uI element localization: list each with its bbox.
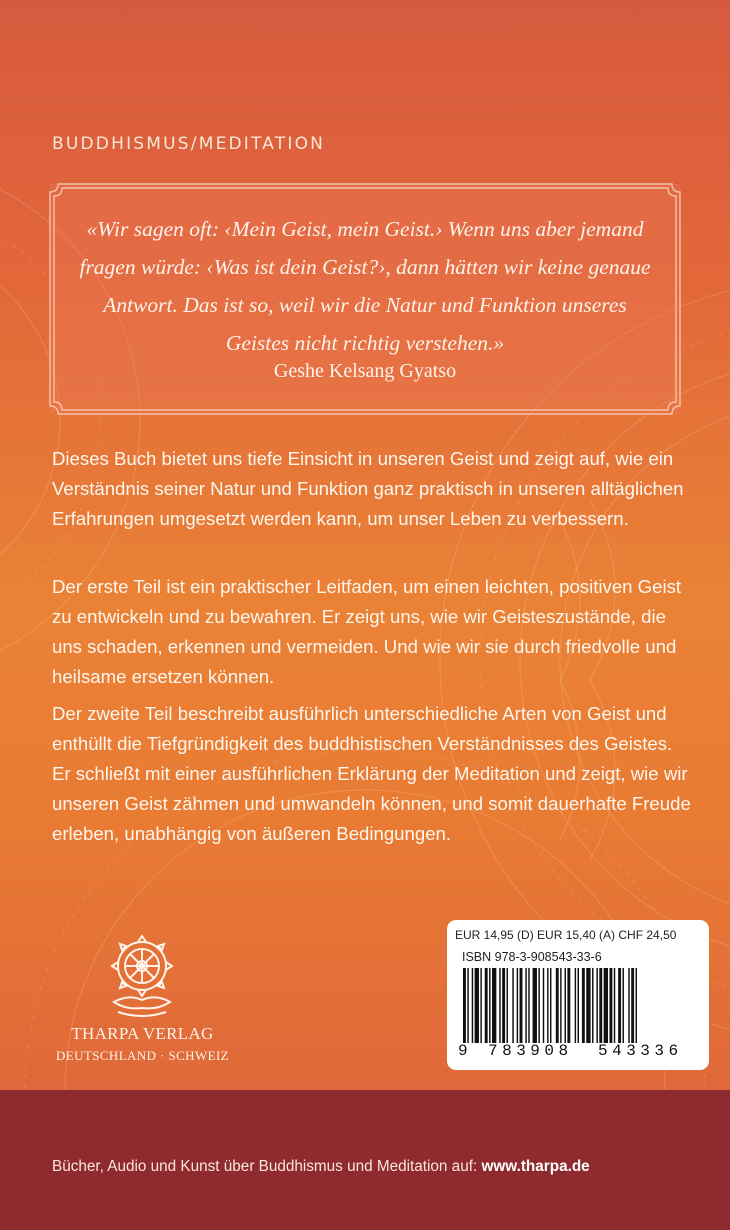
barcode-digits-left: 783908	[488, 1042, 573, 1060]
category-label: BUDDHISMUS/MEDITATION	[52, 134, 326, 154]
barcode	[463, 968, 697, 1043]
barcode-bar	[582, 968, 585, 1043]
barcode-bar	[538, 968, 539, 1043]
barcode-bar	[599, 968, 602, 1043]
barcode-bar	[547, 968, 548, 1043]
barcode-bar	[596, 968, 597, 1043]
barcode-bar	[575, 968, 576, 1043]
barcode-bar	[499, 968, 500, 1043]
price-line: EUR 14,95 (D) EUR 15,40 (A) CHF 24,50	[455, 928, 677, 942]
barcode-bar	[556, 968, 559, 1043]
footer-text	[52, 1158, 590, 1176]
barcode-bar	[520, 968, 523, 1043]
barcode-bar	[623, 968, 624, 1043]
publisher-locations: DEUTSCHLAND · SCHWEIZ	[55, 1048, 230, 1063]
barcode-bar	[586, 968, 590, 1043]
dharma-wheel-icon	[100, 930, 184, 1020]
barcode-bar	[609, 968, 612, 1043]
barcode-bar	[467, 968, 468, 1043]
barcode-bar	[533, 968, 537, 1043]
barcode-bar	[485, 968, 488, 1043]
barcode-bar	[528, 968, 529, 1043]
barcode-bar	[525, 968, 526, 1043]
barcode-bar	[618, 968, 621, 1043]
barcode-bar	[550, 968, 551, 1043]
quote-author: Geshe Kelsang Gyatso	[273, 360, 457, 382]
barcode-digits-right: 543336	[598, 1042, 683, 1060]
barcode-bar	[517, 968, 518, 1043]
barcode-bar	[628, 968, 629, 1043]
barcode-digit-first: 9	[458, 1042, 468, 1060]
barcode-bar	[463, 968, 466, 1043]
barcode-bar	[560, 968, 561, 1043]
barcode-bar	[614, 968, 615, 1043]
description-paragraph: Dieses Buch bietet uns tiefe Einsicht in unseren Geist und zeigt auf, wie ein Verständnis seiner Natur und Funktion ganz praktisch in unseren alltäglichen Erfahrungen umgesetzt werden kann, um unser Leben zu verbessern.	[52, 448, 684, 529]
barcode-digits	[458, 1042, 704, 1064]
barcode-bar	[636, 968, 637, 1043]
description-paragraph: Der erste Teil ist ein praktischer Leitfaden, um einen leichten, positiven Geist zu entwickeln und zu bewahren. Er zeigt uns, wie wir Geisteszustände, die uns schaden, erkennen und vermeiden. Und wie wir sie durch friedvolle und heilsame ersetzen können.	[52, 576, 682, 687]
barcode-bar	[631, 968, 634, 1043]
barcode-bar	[480, 968, 481, 1043]
barcode-bar	[489, 968, 490, 1043]
barcode-bar	[492, 968, 496, 1043]
barcode-bar	[604, 968, 608, 1043]
barcode-bar	[472, 968, 473, 1043]
barcode-bar	[475, 968, 479, 1043]
barcode-bar	[578, 968, 579, 1043]
barcode-bar	[512, 968, 513, 1043]
publisher-name: THARPA VERLAG	[71, 1024, 214, 1043]
barcode-bar	[592, 968, 593, 1043]
barcode-bar	[565, 968, 566, 1043]
barcode-bar	[567, 968, 570, 1043]
barcode-bar	[507, 968, 508, 1043]
barcode-bar	[543, 968, 544, 1043]
isbn-line: ISBN 978-3-908543-33-6	[462, 950, 602, 964]
footer-description: Bücher, Audio und Kunst über Buddhismus und Meditation auf:	[52, 1158, 478, 1175]
website-link[interactable]: www.tharpa.de	[481, 1158, 590, 1175]
description-paragraph: Der zweite Teil beschreibt ausführlich unterschiedliche Arten von Geist und enthüllt die Tiefgründigkeit des buddhistischen Verständnisses des Geistes. Er schließt mit einer ausführlichen Erklärung der Meditation und zeigt, wie wir unseren Geist zähmen und umwandeln können, und somit dauerhafte Freude erleben, unabhängig von äußeren Bedingungen.	[52, 703, 691, 844]
quote-text: «Wir sagen oft: ‹Mein Geist, mein Geist.› Wenn uns aber jemand fragen würde: ‹Was ist dein Geist?›, dann hätten wir keine genaue Antwort. Das ist so, weil wir die Natur und Funktion unseres Geistes nicht richtig verstehen.»	[79, 217, 651, 355]
barcode-bar	[502, 968, 505, 1043]
